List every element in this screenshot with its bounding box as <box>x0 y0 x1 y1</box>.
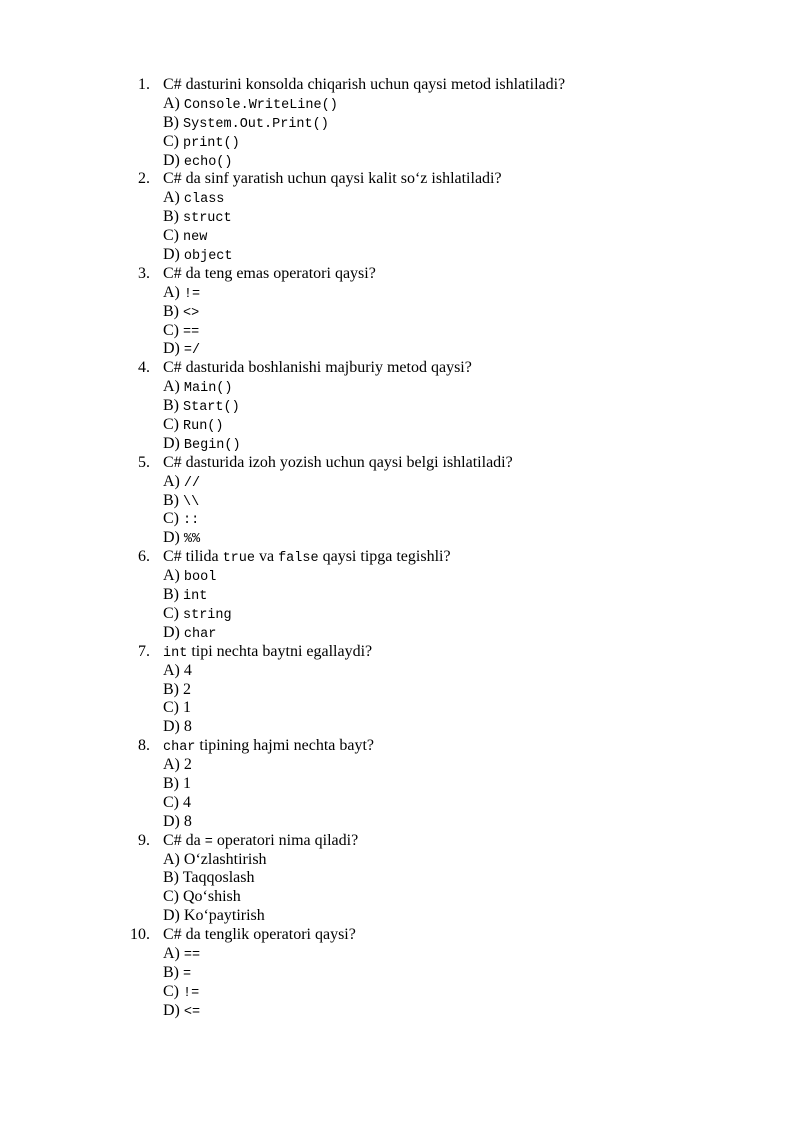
option-letter: A) <box>163 472 180 490</box>
option-letter: C) <box>163 227 179 245</box>
question-text-fragment: C# da teng emas operatori qaysi? <box>163 264 376 282</box>
option-text: Taqqoslash <box>182 869 255 887</box>
option-text: bool <box>183 570 217 586</box>
option-letter: B) <box>163 963 179 981</box>
question-text-fragment: C# da sinf yaratish uchun qaysi kalit so‘z ishlatiladi? <box>163 170 502 188</box>
question-line <box>138 832 738 851</box>
option-text: Run() <box>183 419 224 435</box>
answer-option <box>138 303 738 322</box>
option-text: 4 <box>183 661 192 679</box>
option-text: // <box>183 475 201 491</box>
option-text: int <box>183 589 208 605</box>
question-item <box>138 265 738 359</box>
option-letter: D) <box>163 907 180 925</box>
question-item <box>138 832 738 926</box>
question-text-fragment: qaysi tipga tegishli? <box>318 548 451 566</box>
option-text: =/ <box>183 343 201 359</box>
question-number: 2. <box>138 170 150 188</box>
option-text: Start() <box>183 400 240 416</box>
option-text: struct <box>183 211 232 227</box>
option-letter: B) <box>163 397 179 415</box>
option-text: Main() <box>183 381 233 397</box>
question-number: 6. <box>138 548 150 566</box>
question-text-fragment: C# tilida <box>163 548 223 566</box>
answer-option <box>138 378 738 397</box>
option-text: :: <box>183 513 200 529</box>
question-item <box>130 926 738 1020</box>
answer-option <box>138 133 738 152</box>
answer-option <box>138 756 738 775</box>
option-letter: C) <box>163 416 179 434</box>
question-line <box>138 265 738 284</box>
option-text: <> <box>183 305 200 321</box>
question-text <box>163 643 372 664</box>
answer-option <box>138 964 738 983</box>
answer-option <box>138 340 738 359</box>
question-code-fragment: = <box>204 834 213 850</box>
option-text: == <box>183 947 201 963</box>
option-letter: A) <box>163 94 180 112</box>
answer-option <box>138 1002 738 1021</box>
question-line <box>130 926 738 945</box>
question-text-fragment: C# da <box>163 831 205 849</box>
answer-option <box>138 416 738 435</box>
question-line <box>138 170 738 189</box>
question-code-fragment: false <box>278 551 319 567</box>
option-letter: A) <box>163 661 180 679</box>
option-letter: B) <box>163 208 179 226</box>
option-text: 8 <box>183 718 192 736</box>
answer-option <box>138 888 738 907</box>
question-text <box>163 832 358 853</box>
option-letter: C) <box>163 793 179 811</box>
question-text <box>163 926 356 945</box>
option-letter: B) <box>163 774 179 792</box>
option-text: 1 <box>183 774 191 792</box>
option-text: != <box>183 985 200 1001</box>
answer-option <box>138 813 738 832</box>
option-letter: D) <box>163 623 180 641</box>
question-item <box>138 454 738 548</box>
option-letter: D) <box>163 718 180 736</box>
answer-option <box>138 681 738 700</box>
answer-option <box>138 95 738 114</box>
option-letter: A) <box>163 567 180 585</box>
option-text: \\ <box>183 494 200 510</box>
question-code-fragment: char <box>163 740 196 756</box>
question-number: 5. <box>138 453 150 471</box>
answer-option <box>138 567 738 586</box>
option-text: Ko‘paytirish <box>183 907 265 925</box>
answer-option <box>138 189 738 208</box>
answer-option <box>138 907 738 926</box>
answer-option <box>138 775 738 794</box>
question-number: 7. <box>138 642 150 660</box>
option-letter: B) <box>163 586 179 604</box>
option-text: object <box>183 249 233 265</box>
question-text <box>163 359 472 378</box>
question-number: 1. <box>138 76 150 93</box>
answer-option <box>138 699 738 718</box>
question-text <box>163 76 565 95</box>
answer-option <box>138 435 738 454</box>
question-text-fragment: C# dasturida izoh yozish uchun qaysi belgi ishlatiladi? <box>163 453 513 471</box>
question-number: 9. <box>138 831 150 849</box>
answer-option <box>138 510 738 529</box>
answer-option <box>138 945 738 964</box>
question-item <box>138 170 738 264</box>
question-text <box>163 170 502 189</box>
question-code-fragment: int <box>163 645 188 661</box>
option-letter: C) <box>163 604 179 622</box>
answer-option <box>138 114 738 133</box>
option-text: %% <box>183 532 201 548</box>
question-number: 8. <box>138 737 150 755</box>
option-text: string <box>183 607 232 623</box>
question-line <box>138 643 738 662</box>
answer-option <box>138 473 738 492</box>
option-text: 8 <box>183 812 192 830</box>
question-code-fragment: true <box>222 551 255 567</box>
answer-option <box>138 983 738 1002</box>
question-number: 4. <box>138 359 150 377</box>
option-text: O‘zlashtirish <box>183 850 267 868</box>
option-letter: B) <box>163 869 179 887</box>
option-letter: C) <box>163 132 179 150</box>
question-line <box>138 737 738 756</box>
question-item <box>138 737 738 831</box>
question-text <box>163 265 376 284</box>
answer-option <box>138 492 738 511</box>
option-text: Console.WriteLine() <box>183 97 338 113</box>
answer-option <box>138 152 738 171</box>
option-text: 4 <box>183 793 191 811</box>
question-text <box>163 737 374 758</box>
option-letter: A) <box>163 944 180 962</box>
question-text-fragment: C# dasturida boshlanishi majburiy metod qaysi? <box>163 359 472 377</box>
option-letter: D) <box>163 151 180 169</box>
question-text-fragment: operatori nima qiladi? <box>212 831 359 849</box>
question-item <box>138 548 738 642</box>
option-text: = <box>183 966 192 982</box>
answer-option <box>138 586 738 605</box>
option-letter: B) <box>163 491 179 509</box>
option-text: 2 <box>183 756 192 774</box>
answer-option <box>138 851 738 870</box>
option-text: Qo‘shish <box>183 888 241 906</box>
option-letter: A) <box>163 850 180 868</box>
question-text <box>163 454 513 473</box>
question-item <box>138 359 738 453</box>
question-number: 10. <box>130 926 150 944</box>
option-letter: D) <box>163 246 180 264</box>
option-text: 2 <box>183 680 191 698</box>
answer-option <box>138 208 738 227</box>
option-letter: C) <box>163 510 179 528</box>
option-text: == <box>183 324 200 340</box>
option-letter: B) <box>163 680 179 698</box>
question-text-fragment: va <box>254 548 279 566</box>
question-line <box>138 359 738 378</box>
option-text: != <box>183 286 201 302</box>
question-line <box>138 548 738 567</box>
question-list <box>130 76 738 1021</box>
answer-option <box>138 718 738 737</box>
question-text <box>163 548 451 569</box>
question-number: 3. <box>138 264 150 282</box>
option-text: char <box>183 626 217 642</box>
option-letter: D) <box>163 812 180 830</box>
option-letter: C) <box>163 321 179 339</box>
question-text-fragment: tipi nechta baytni egallaydi? <box>187 642 373 660</box>
option-letter: A) <box>163 283 180 301</box>
option-text: 1 <box>183 699 191 717</box>
option-text: print() <box>183 135 240 151</box>
answer-option <box>138 397 738 416</box>
option-letter: D) <box>163 1001 180 1019</box>
answer-option <box>138 227 738 246</box>
question-item <box>138 76 738 170</box>
question-text-fragment: C# dasturini konsolda chiqarish uchun qaysi metod ishlatiladi? <box>163 76 566 93</box>
option-text: <= <box>183 1004 201 1020</box>
option-letter: C) <box>163 699 179 717</box>
answer-option <box>138 869 738 888</box>
option-letter: B) <box>163 302 179 320</box>
option-letter: A) <box>163 189 180 207</box>
question-line <box>138 76 738 95</box>
answer-option <box>138 605 738 624</box>
answer-option <box>138 284 738 303</box>
answer-option <box>138 322 738 341</box>
option-letter: D) <box>163 529 180 547</box>
option-letter: C) <box>163 888 179 906</box>
option-text: new <box>183 230 208 246</box>
answer-option <box>138 624 738 643</box>
option-text: class <box>183 192 225 208</box>
answer-option <box>138 662 738 681</box>
option-text: Begin() <box>183 437 241 453</box>
question-text-fragment: C# da tenglik operatori qaysi? <box>163 926 356 944</box>
option-letter: B) <box>163 113 179 131</box>
option-letter: C) <box>163 982 179 1000</box>
question-line <box>138 454 738 473</box>
option-text: System.Out.Print() <box>183 116 329 132</box>
option-letter: A) <box>163 756 180 774</box>
option-letter: A) <box>163 378 180 396</box>
question-item <box>138 643 738 737</box>
answer-option <box>138 529 738 548</box>
option-letter: D) <box>163 434 180 452</box>
question-text-fragment: tipining hajmi nechta bayt? <box>195 737 375 755</box>
answer-option <box>138 246 738 265</box>
answer-option <box>138 794 738 813</box>
option-letter: D) <box>163 340 180 358</box>
option-text: echo() <box>183 154 233 170</box>
